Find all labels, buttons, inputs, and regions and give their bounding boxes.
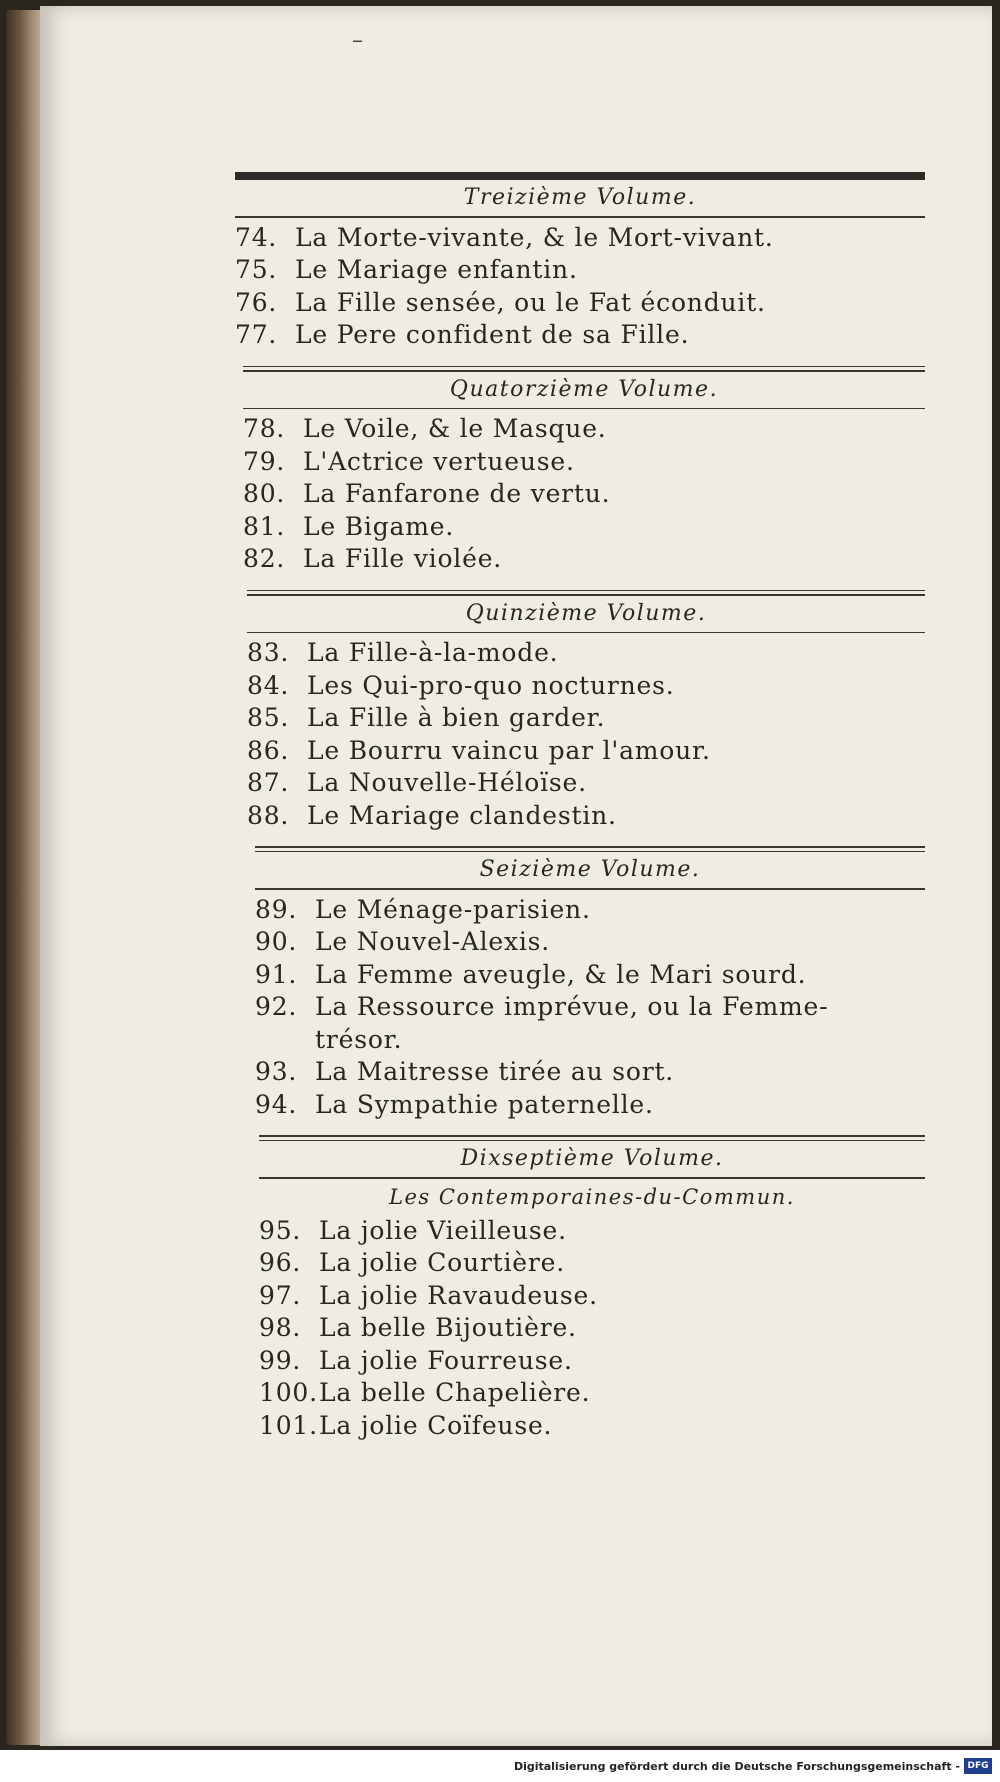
entry-title: Le Bourru vaincu par l'amour. (307, 735, 711, 765)
list-item (243, 543, 925, 576)
entry-title: L'Actrice vertueuse. (303, 446, 575, 476)
entry-title: Le Mariage clandestin. (307, 800, 617, 830)
list-item (255, 894, 925, 927)
entry-number: 82. (243, 544, 286, 573)
entry-title: La jolie Coïfeuse. (319, 1410, 553, 1440)
volume-heading: Dixseptième Volume. (460, 1146, 724, 1171)
entry-number: 96. (259, 1248, 302, 1277)
entry-title: La Fille sensée, ou le Fat éconduit. (295, 287, 766, 317)
entry-number: 76. (235, 287, 278, 317)
entry-title: Le Voile, & le Masque. (303, 414, 607, 443)
entry-number: 80. (243, 479, 286, 508)
entry-title: Le Bigame. (303, 511, 455, 541)
list-item (255, 926, 925, 959)
entry-title: Le Pere confident de sa Fille. (295, 320, 690, 349)
entry-number: 97. (259, 1280, 302, 1310)
volume-section (247, 590, 925, 839)
entry-list (259, 1211, 925, 1449)
list-item (247, 735, 925, 768)
entry-title: La Ressource imprévue, ou la Femme-trésor. (315, 992, 829, 1054)
entry-number: 92. (255, 992, 298, 1021)
entry-title: La jolie Fourreuse. (319, 1345, 573, 1375)
entry-number: 79. (243, 446, 286, 476)
entry-number: 100. (259, 1378, 318, 1407)
entry-title: La Fille-à-la-mode. (307, 638, 559, 667)
entry-title: Le Ménage-parisien. (315, 894, 591, 924)
entry-title: La Sympathie paternelle. (315, 1089, 654, 1119)
entry-title: La Maitresse tirée au sort. (315, 1057, 675, 1086)
entry-number: 89. (255, 894, 298, 924)
entry-number: 94. (255, 1089, 298, 1119)
list-item (259, 1410, 925, 1443)
volume-heading: Quatorzième Volume. (449, 376, 719, 402)
entry-number: 77. (235, 320, 278, 349)
entry-number: 74. (235, 222, 278, 252)
entry-number: 75. (235, 255, 278, 284)
list-item (247, 670, 925, 703)
volume-heading: Treizième Volume. (463, 185, 697, 210)
entry-title: La jolie Ravaudeuse. (319, 1280, 598, 1310)
entry-number: 91. (255, 959, 298, 989)
entry-number: 98. (259, 1313, 302, 1342)
list-item (247, 767, 925, 800)
heavy-rule (235, 172, 925, 180)
list-item (247, 702, 925, 735)
list-item (247, 800, 925, 833)
list-item (243, 478, 925, 511)
entry-list (235, 218, 925, 358)
list-item (259, 1312, 925, 1345)
list-item (255, 959, 925, 992)
list-item (259, 1377, 925, 1410)
table-of-contents (235, 172, 925, 1456)
entry-list (255, 890, 925, 1128)
entry-number: 78. (243, 414, 286, 443)
list-item (255, 1089, 925, 1122)
entry-number: 84. (247, 670, 290, 700)
list-item (235, 254, 925, 287)
dfg-logo: DFG (964, 1758, 992, 1774)
volume-heading: Seizième Volume. (479, 857, 701, 882)
entry-list (243, 409, 925, 582)
list-item (255, 1056, 925, 1089)
entry-title: La Femme aveugle, & le Mari sourd. (315, 959, 807, 989)
volume-heading: Quinzième Volume. (465, 600, 707, 626)
list-item (235, 222, 925, 255)
entry-number: 101. (259, 1410, 318, 1440)
entry-title: Les Qui-pro-quo nocturnes. (307, 670, 675, 700)
list-item (259, 1215, 925, 1248)
list-item (259, 1280, 925, 1313)
entry-title: La Fille violée. (303, 544, 503, 573)
entry-title: La belle Chapelière. (319, 1378, 591, 1407)
entry-title: La Morte-vivante, & le Mort-vivant. (295, 222, 774, 252)
volume-section (235, 172, 925, 358)
entry-title: La jolie Vieilleuse. (319, 1215, 567, 1245)
entry-number: 87. (247, 768, 290, 797)
entry-list (247, 633, 925, 838)
entry-title: La jolie Courtière. (319, 1248, 565, 1277)
list-item (235, 287, 925, 320)
list-item (235, 319, 925, 352)
volume-subheading: Les Contemporaines-du-Commun. (389, 1184, 795, 1209)
ink-mark: – (352, 28, 363, 53)
list-item (243, 446, 925, 479)
funding-credit: Digitalisierung gefördert durch die Deutsche Forschungsgemeinschaft - (513, 1760, 960, 1773)
entry-number: 88. (247, 800, 290, 830)
entry-number: 99. (259, 1345, 302, 1375)
entry-title: La Nouvelle-Héloïse. (307, 768, 587, 797)
entry-title: La belle Bijoutière. (319, 1313, 577, 1342)
volume-section (255, 846, 925, 1127)
list-item (259, 1345, 925, 1378)
list-item (243, 413, 925, 446)
entry-number: 90. (255, 927, 298, 956)
entry-title: Le Nouvel-Alexis. (315, 927, 551, 956)
entry-number: 85. (247, 703, 290, 732)
list-item (243, 511, 925, 544)
entry-number: 93. (255, 1057, 298, 1086)
volume-section (259, 1135, 925, 1448)
entry-title: Le Mariage enfantin. (295, 255, 578, 284)
entry-title: La Fille à bien garder. (307, 703, 606, 732)
footer-bar (0, 1752, 1000, 1782)
entry-number: 95. (259, 1215, 302, 1245)
volume-section (243, 366, 925, 582)
entry-number: 86. (247, 735, 290, 765)
list-item (247, 637, 925, 670)
list-item (259, 1247, 925, 1280)
list-item (255, 991, 925, 1056)
entry-number: 83. (247, 638, 290, 667)
entry-number: 81. (243, 511, 286, 541)
entry-title: La Fanfarone de vertu. (303, 479, 611, 508)
